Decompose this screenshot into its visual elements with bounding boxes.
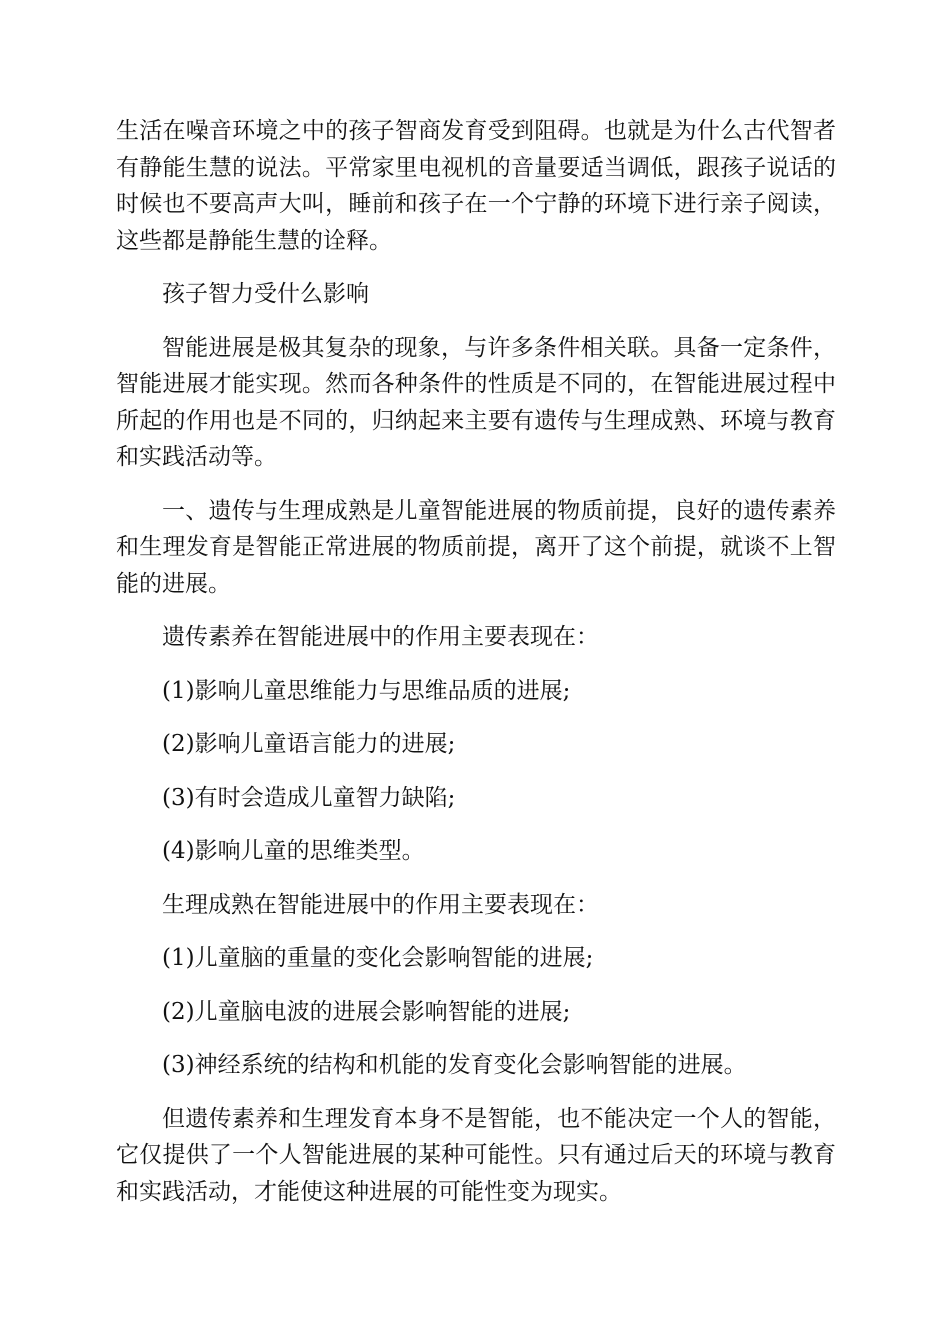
paragraph-maturation-intro: 生理成熟在智能进展中的作用主要表现在： bbox=[162, 891, 599, 918]
list-item: (3)有时会造成儿童智力缺陷; bbox=[162, 784, 456, 811]
section-heading: 孩子智力受什么影响 bbox=[162, 281, 369, 307]
paragraph-conclusion: 但遗传素养和生理发育本身不是智能，也不能决定一个人的智能，它仅提供了一个人智能进展的某种可能性。只有通过后天的环境与教育和实践活动，才能使这种进展的可能性变为现实。 bbox=[116, 1105, 836, 1205]
list-item: (2)儿童脑电波的进展会影响智能的进展; bbox=[162, 998, 571, 1025]
paragraph-heredity-maturation: 一、遗传与生理成熟是儿童智能进展的物质前提，良好的遗传素养和生理发育是智能正常进展的物质前提，离开了这个前提，就谈不上智能的进展。 bbox=[116, 497, 836, 597]
list-item: (1)儿童脑的重量的变化会影响智能的进展; bbox=[162, 945, 594, 971]
list-item: (4)影响儿童的思维类型。 bbox=[162, 838, 425, 864]
list-item: (2)影响儿童语言能力的进展; bbox=[162, 731, 456, 757]
paragraph-heredity-intro: 遗传素养在智能进展中的作用主要表现在： bbox=[162, 624, 599, 650]
list-item: (1)影响儿童思维能力与思维品质的进展; bbox=[162, 677, 571, 704]
list-item: (3)神经系统的结构和机能的发育变化会影响智能的进展。 bbox=[162, 1052, 747, 1078]
paragraph-intelligence-development: 智能进展是极其复杂的现象，与许多条件相关联。具备一定条件，智能进展才能实现。然而各种条件的性质是不同的，在智能进展过程中所起的作用也是不同的，归纳起来主要有遗传与生理成熟、环境与教育和实践活动等。 bbox=[116, 334, 836, 470]
paragraph-noise-environment: 生活在噪音环境之中的孩子智商发育受到阻碍。也就是为什么古代智者有静能生慧的说法。平常家里电视机的音量要适当调低，跟孩子说话的时候也不要高声大叫，睡前和孩子在一个宁静的环境下进行亲子阅读，这些都是静能生慧的诠释。 bbox=[116, 118, 836, 254]
document-body bbox=[116, 113, 836, 1227]
